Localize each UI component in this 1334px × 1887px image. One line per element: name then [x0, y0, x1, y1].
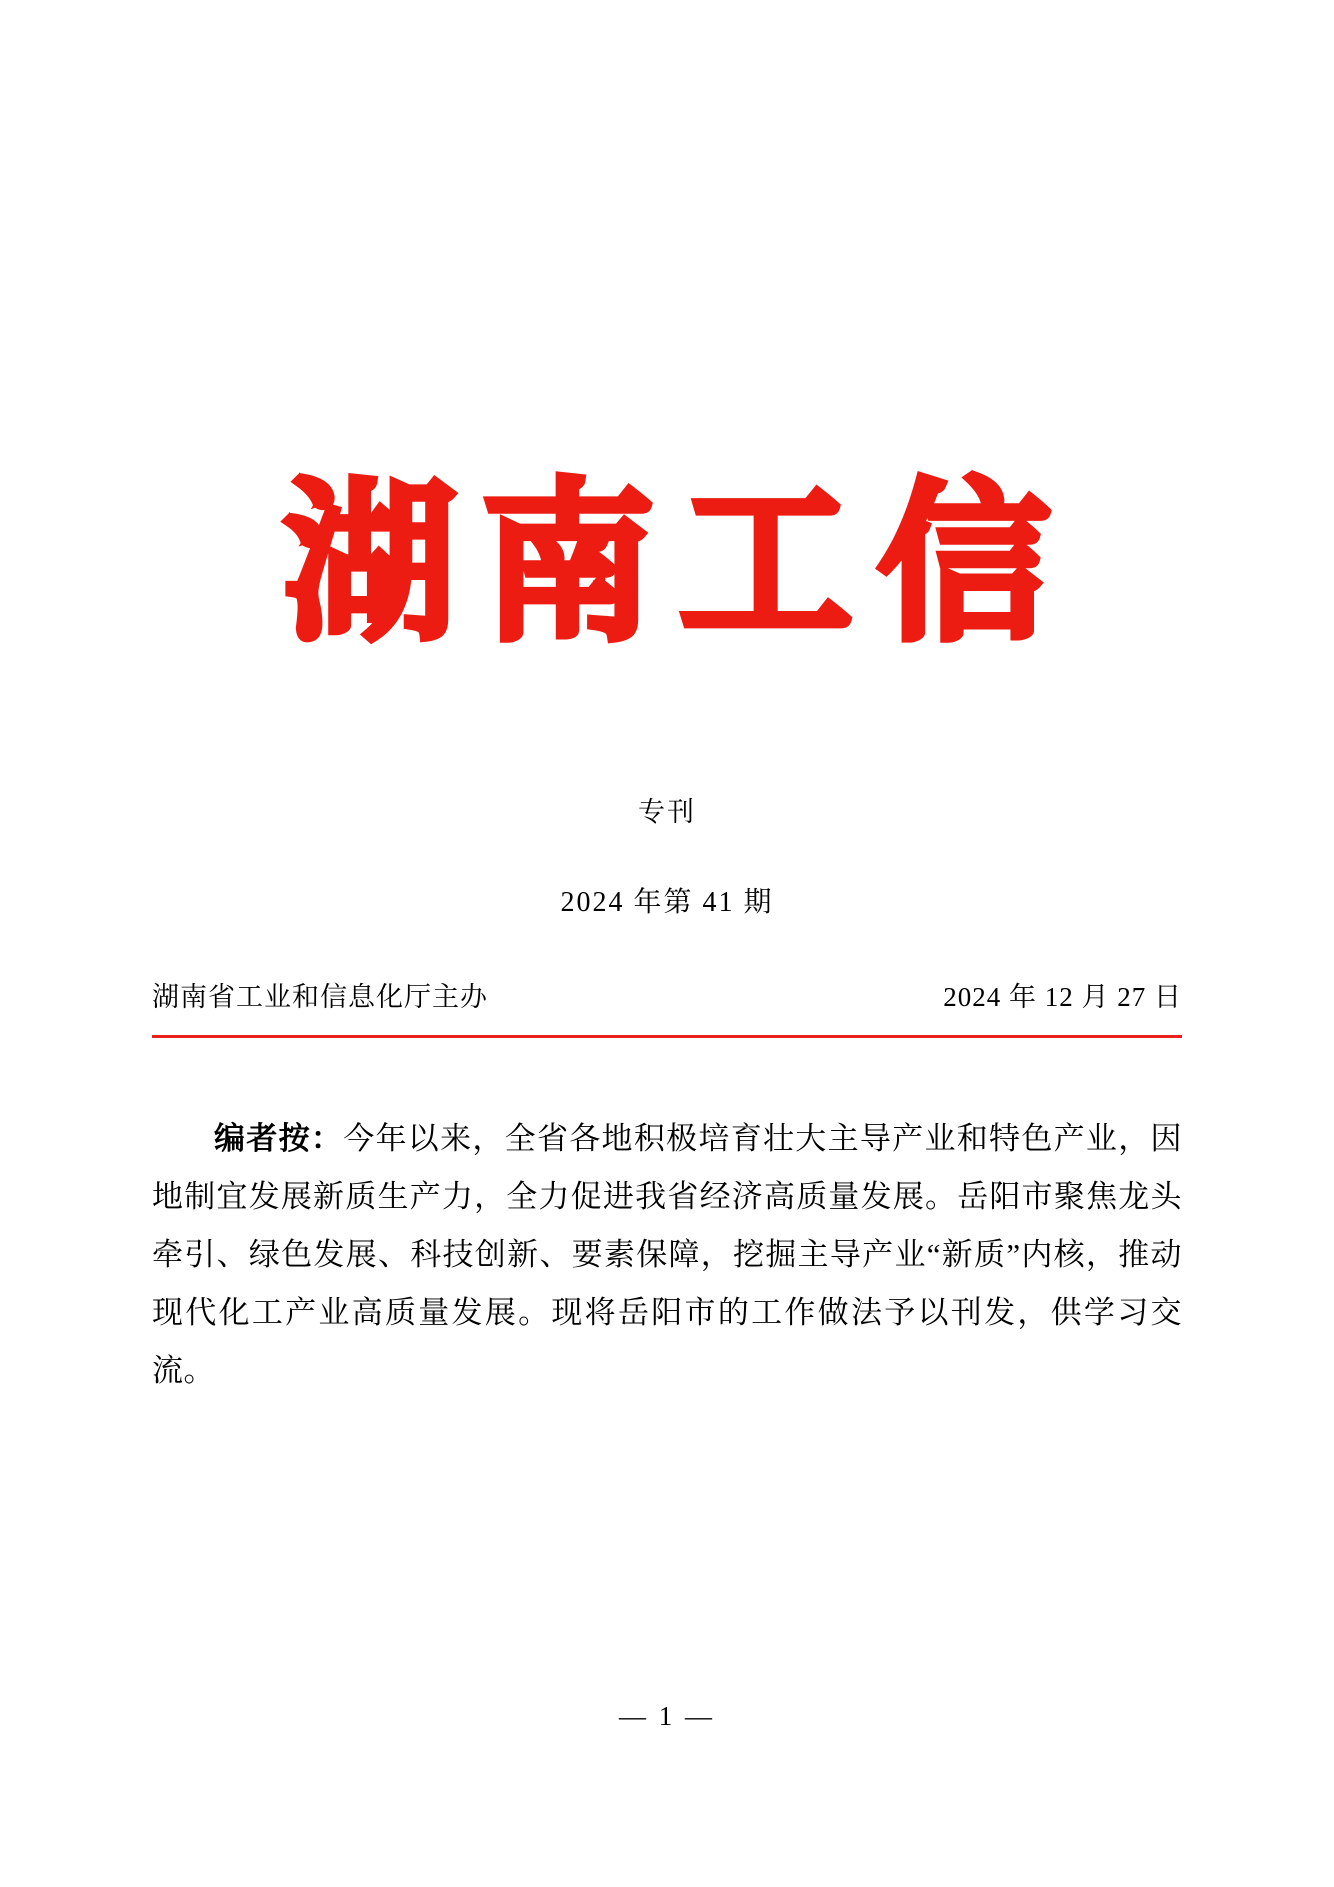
body-content: [152, 1110, 1182, 1400]
issue-number: 2024 年第 41 期: [560, 887, 774, 918]
publisher-line: [152, 975, 1182, 1014]
masthead-title: 湖南工信: [284, 463, 1076, 664]
page-number: — 1 —: [619, 1701, 715, 1731]
publication-date: 2024 年 12 月 27 日: [943, 982, 1182, 1012]
publication-subtitle: 专刊: [638, 797, 696, 827]
editors-note-paragraph: [152, 1110, 1182, 1400]
editors-note-text: 今年以来，全省各地积极培育壮大主导产业和特色产业，因地制宜发展新质生产力，全力促进我省经济高质量发展。岳阳市聚焦龙头牵引、绿色发展、科技创新、要素保障，挖掘主导产业“新质”内核，推动现代化工产业高质量发展。现将岳阳市的工作做法予以刊发，供学习交流。: [152, 1121, 1183, 1388]
editors-note-label: 编者按：: [214, 1121, 344, 1156]
publisher-name: 湖南省工业和信息化厅主办: [152, 982, 488, 1012]
header-divider: [152, 1035, 1182, 1038]
masthead: [0, 463, 1334, 664]
